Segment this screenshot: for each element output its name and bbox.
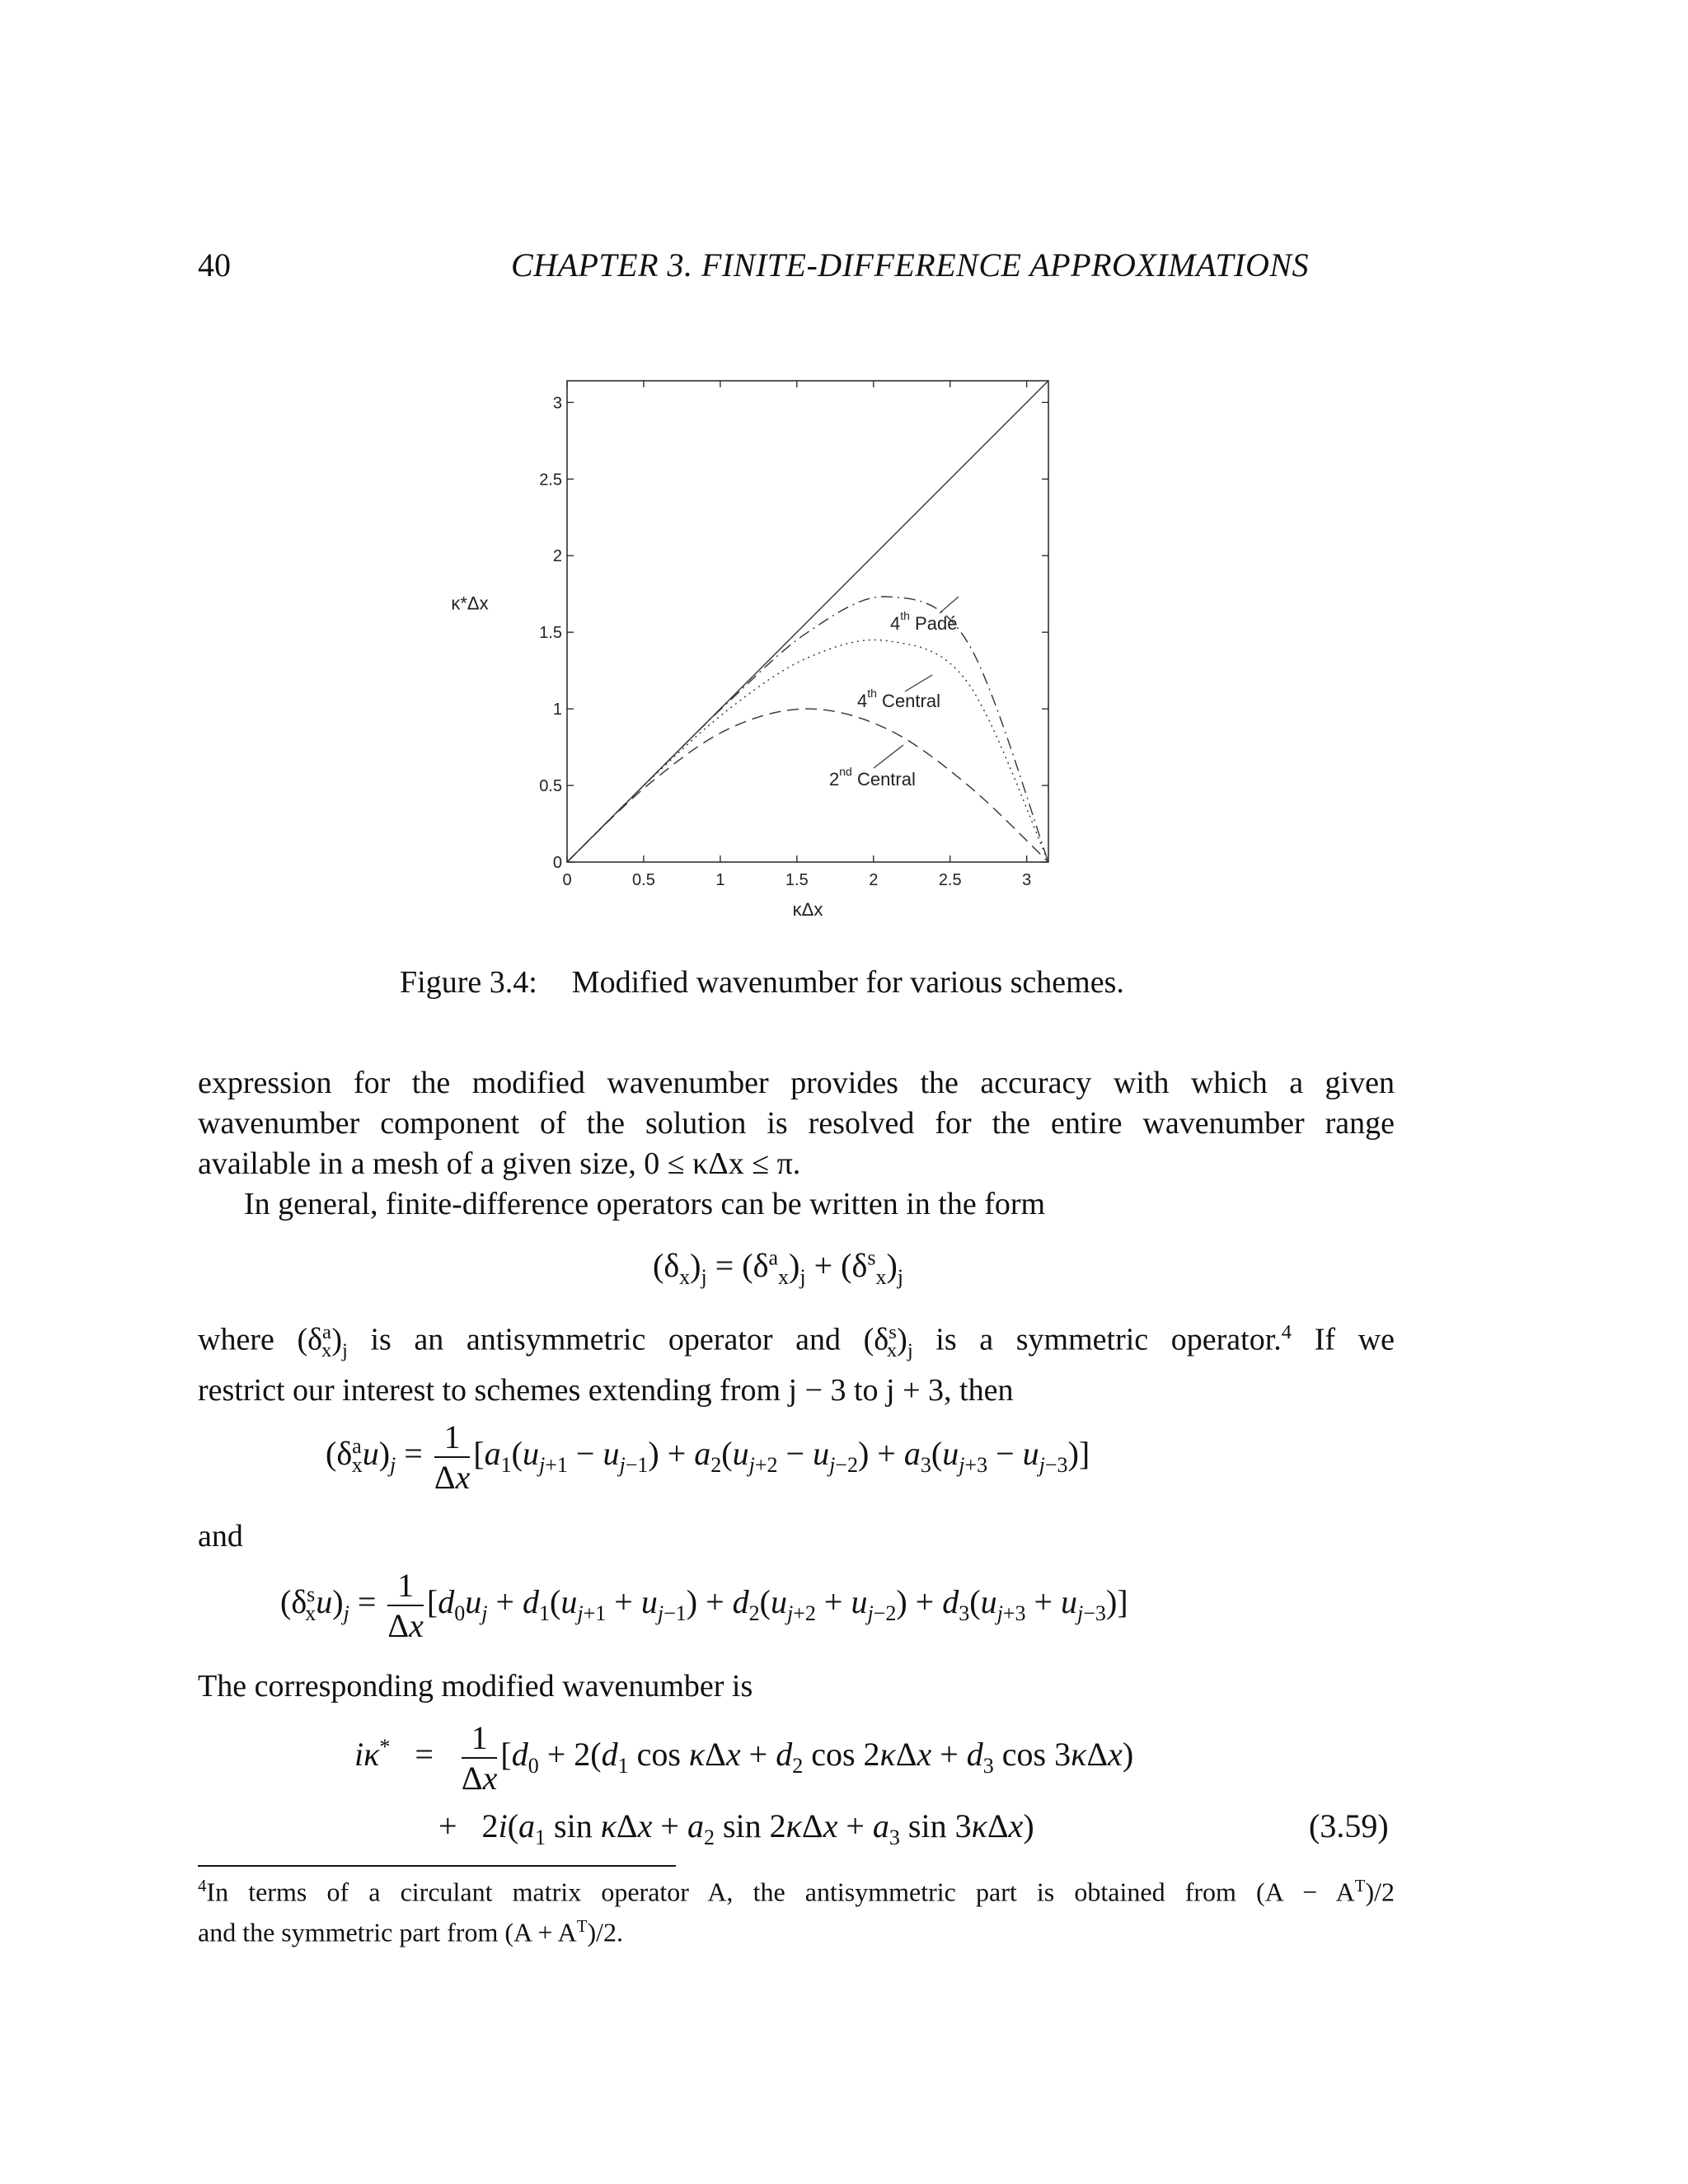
- annotation-4th-pade-leader: [940, 597, 959, 613]
- y-tick-label: 3: [552, 394, 562, 413]
- annotation-4th-pade: 4th Padé: [890, 609, 958, 634]
- p3-text-d: is a symmetric operator.: [912, 1322, 1282, 1357]
- x-axis-label: κΔx: [792, 899, 823, 920]
- equation-modified-wavenumber-line-2: + $2i(a_1$ $\sin \kappa\Delta x + a_2$ $\sin 2\kappa\Delta x + a_3$ sin 3κΔx): [438, 1807, 1034, 1849]
- equation-number: (3.59): [1309, 1807, 1389, 1844]
- running-title: CHAPTER 3. FINITE-DIFFERENCE APPROXIMATIONS: [511, 246, 1310, 284]
- paragraph-1-line-3: available in a mesh of a given size, 0 ≤ κΔx ≤ π.: [198, 1146, 801, 1181]
- paragraph-3-line-2: restrict our interest to schemes extending from j − 3 to j + 3, then: [198, 1373, 1014, 1408]
- paragraph-1-line-1: expression for the modified wavenumber provides the accuracy with which a given: [198, 1066, 1395, 1100]
- annotation-2nd-central-leader: [874, 745, 903, 768]
- footnote-mark: 4: [198, 1877, 207, 1896]
- fourth-order-pade-curve: [567, 597, 1048, 862]
- p3-text-e: If we: [1292, 1322, 1395, 1357]
- p3-text-c: is an antisymmetric operator and (δ: [347, 1322, 889, 1357]
- footnote-line-2: and the symmetric part from (A + A: [198, 1917, 577, 1947]
- equation-symmetric: $(\delta^s_xu)_j$ = $\frac{1}{\Delta x}$ $[d_0u_j + d_1(u_{j+1} + u_{j-1}) + d_2(u_{j+2} + u_{j-2}) + d_3(u_{j+3} + u_{j-3})]$: [280, 1567, 1128, 1644]
- y-tick-label: 2: [552, 547, 562, 566]
- x-tick-label: 2.5: [938, 871, 962, 889]
- x-tick-label: 2: [869, 871, 879, 889]
- footnote-line-1-end: )/2: [1365, 1877, 1395, 1907]
- footnote-line-1: In terms of a circulant matrix operator A, the antisymmetric part is obtained from (A − A: [206, 1877, 1355, 1907]
- paragraph-3: where $(\delta^a_x)_j$ is an antisymmetric operator and $(\delta^s_x)_j$ is a symmetric operator.$^4$ If we restrict our interest to schemes extending from j − 3 to j + 3, then: [198, 1312, 1395, 1411]
- x-tick-label: 1.5: [785, 871, 809, 889]
- and-text: and: [198, 1519, 243, 1554]
- x-tick-label: 1: [715, 871, 725, 889]
- equation-antisymmetric: $(\delta^a_xu)_j$ = $\frac{1}{\Delta x}$ $[a_1(u_{j+1} - u_{j-1}) + a_2(u_{j+2} - u_{j-2}) + a_3(u_{j+3} - u_{j-3})]$: [326, 1418, 1090, 1496]
- y-tick-label: 1: [552, 701, 562, 719]
- x-tick-label: 0.5: [632, 871, 655, 889]
- modified-wavenumber-chart: [445, 354, 1146, 931]
- y-axis-label: κ*Δx: [451, 593, 489, 614]
- paragraph-2: In general, finite-difference operators can be written in the form: [244, 1187, 1046, 1221]
- annotation-4th-central-leader: [905, 675, 932, 691]
- p3-text-a: where (δ: [198, 1322, 323, 1357]
- figure-caption-label: Figure 3.4:: [400, 965, 537, 1000]
- paragraph-1: [198, 1063, 1395, 1225]
- paragraph-1-line-2: wavenumber component of the solution is resolved for the entire wavenumber range: [198, 1106, 1395, 1141]
- y-tick-label: 0.5: [539, 777, 562, 796]
- second-order-central-curve: [567, 709, 1048, 862]
- annotation-4th-central: 4th Central: [857, 687, 940, 711]
- y-tick-label: 1.5: [539, 624, 562, 643]
- figure-caption-text: Modified wavenumber for various schemes.: [571, 965, 1124, 1000]
- x-tick-label: 3: [1022, 871, 1032, 889]
- page-number: 40: [198, 246, 231, 284]
- footnote-rule: [198, 1865, 676, 1867]
- x-tick-label: 0: [562, 871, 572, 889]
- y-tick-label: 0: [552, 854, 562, 872]
- equation-modified-wavenumber-line-1: iκ* = $\frac{1}{\Delta x}$ [$d_0 + 2(d_1$ $\cos \kappa\Delta x + d_2$ $\cos 2\kappa\Delta x + d_3$ cos 3κΔx): [354, 1719, 1134, 1797]
- footnote-line-2-end: )/2.: [587, 1917, 623, 1947]
- paragraph-4: The corresponding modified wavenumber is: [198, 1669, 753, 1704]
- equation-operator-split: $(\delta_x)_j = (\delta^a_x)_j + (\delta^s_x)_j$: [653, 1246, 903, 1290]
- p3-text-b: ): [331, 1322, 342, 1357]
- footnote: $^4$In terms of a circulant matrix operator A, the antisymmetric part is obtained from $(A - A^T)/2$ and the symmetric part from $(A + A^T)/2$.: [198, 1877, 1395, 1947]
- fourth-order-central-curve: [567, 640, 1048, 862]
- figure-caption: [400, 964, 1124, 1001]
- annotation-2nd-central: 2nd Central: [829, 765, 916, 790]
- y-tick-label: 2.5: [539, 471, 562, 490]
